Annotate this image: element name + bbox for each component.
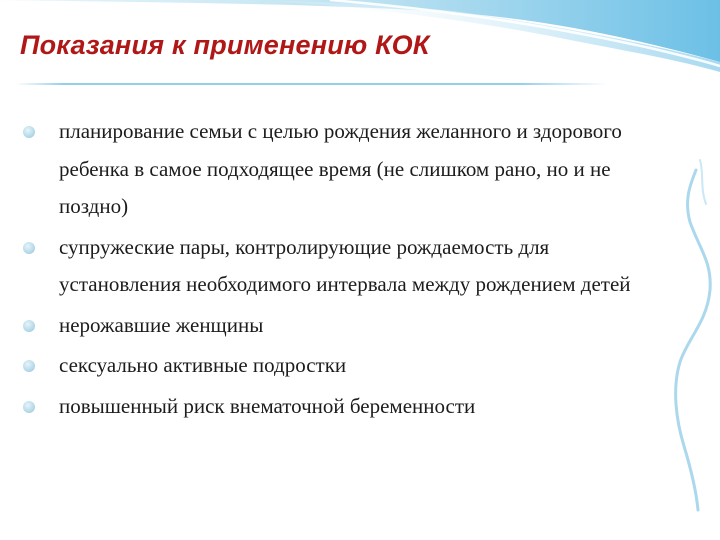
- bullet-dot-icon: [23, 320, 35, 332]
- bullet-dot-icon: [23, 401, 35, 413]
- slide-title: Показания к применению КОК: [20, 30, 430, 60]
- bullet-item: [20, 388, 660, 426]
- bullet-list: [20, 113, 660, 428]
- bullet-text: планирование семьи с целью рождения желанного и здорового ребенка в самое подходящее время (не слишком рано, но и не поздно): [59, 119, 622, 218]
- bullet-text: супружеские пары, контролирующие рождаемость для установления необходимого интервала между рождением детей: [59, 234, 631, 296]
- bullet-dot-icon: [23, 360, 35, 372]
- bullet-text: повышенный риск внематочной беременности: [59, 393, 476, 418]
- bullet-item: [20, 229, 660, 304]
- bullet-item: [20, 307, 660, 345]
- bullet-dot-icon: [23, 126, 35, 138]
- bullet-item: [20, 347, 660, 385]
- bullet-item: [20, 113, 660, 226]
- bullet-dot-icon: [23, 242, 35, 254]
- title-underline: [16, 83, 608, 85]
- bullet-text: сексуально активные подростки: [59, 353, 347, 377]
- bullet-text: нерожавшие женщины: [59, 312, 264, 337]
